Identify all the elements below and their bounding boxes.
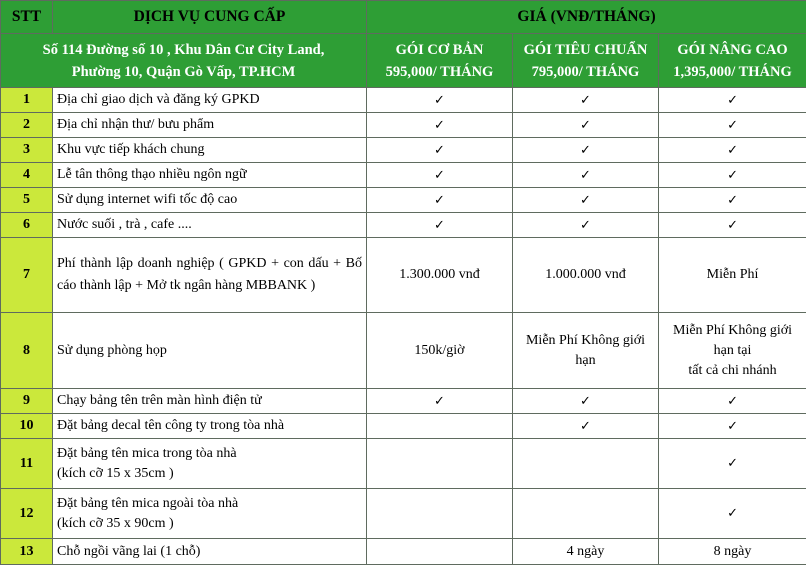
check-icon: ✓	[659, 113, 806, 138]
days-value: 4 ngày	[513, 539, 659, 565]
cell-line: hạn tại	[663, 341, 802, 361]
table-row	[1, 439, 806, 489]
service-name: Lễ tân thông thạo nhiều ngôn ngữ	[53, 163, 367, 188]
service-name	[53, 439, 367, 489]
check-icon: ✓	[513, 88, 659, 113]
check-icon: ✓	[367, 389, 513, 414]
row-number: 13	[1, 539, 53, 565]
empty-cell	[367, 439, 513, 489]
empty-cell	[513, 489, 659, 539]
price-value: 150k/giờ	[367, 313, 513, 389]
table-row	[1, 489, 806, 539]
meeting-room-standard	[513, 313, 659, 389]
plan-advanced-price: 1,395,000/ THÁNG	[663, 61, 802, 83]
row-number: 10	[1, 414, 53, 439]
check-icon: ✓	[513, 163, 659, 188]
cell-line: hạn	[517, 351, 654, 371]
row-number: 5	[1, 188, 53, 213]
price-header: GIÁ (VNĐ/THÁNG)	[367, 1, 806, 34]
empty-cell	[513, 439, 659, 489]
table-row	[1, 163, 806, 188]
plan-basic-name: GÓI CƠ BẢN	[371, 39, 508, 61]
row-number: 9	[1, 389, 53, 414]
row-number: 4	[1, 163, 53, 188]
check-icon: ✓	[513, 389, 659, 414]
service-name	[53, 489, 367, 539]
service-line: (kích cỡ 35 x 90cm )	[57, 514, 362, 534]
price-value: 1.300.000 vnđ	[367, 238, 513, 313]
service-name: Phí thành lập doanh nghiệp ( GPKD + con dấu + Bố cáo thành lập + Mở tk ngân hàng MBBANK )	[53, 238, 367, 313]
empty-cell	[367, 489, 513, 539]
row-number: 2	[1, 113, 53, 138]
days-value: 8 ngày	[659, 539, 806, 565]
check-icon: ✓	[513, 213, 659, 238]
address-line-2: Phường 10, Quận Gò Vấp, TP.HCM	[5, 61, 362, 83]
service-name: Địa chỉ nhận thư/ bưu phẩm	[53, 113, 367, 138]
service-name: Đặt bảng decal tên công ty trong tòa nhà	[53, 414, 367, 439]
table-row	[1, 113, 806, 138]
plan-standard-name: GÓI TIÊU CHUẨN	[517, 39, 654, 61]
table-row	[1, 138, 806, 163]
service-name: Sử dụng phòng họp	[53, 313, 367, 389]
service-header: DỊCH VỤ CUNG CẤP	[53, 1, 367, 34]
table-row	[1, 389, 806, 414]
check-icon: ✓	[659, 439, 806, 489]
check-icon: ✓	[367, 188, 513, 213]
cell-line: Miễn Phí Không giới	[663, 321, 802, 341]
cell-line: Miễn Phí Không giới	[517, 331, 654, 351]
row-number: 11	[1, 439, 53, 489]
check-icon: ✓	[367, 163, 513, 188]
plan-standard	[513, 34, 659, 88]
check-icon: ✓	[367, 88, 513, 113]
check-icon: ✓	[513, 138, 659, 163]
office-address	[1, 34, 367, 88]
table-row	[1, 313, 806, 389]
empty-cell	[367, 414, 513, 439]
price-value: 1.000.000 vnđ	[513, 238, 659, 313]
table-row	[1, 188, 806, 213]
service-name: Nước suối , trà , cafe ....	[53, 213, 367, 238]
check-icon: ✓	[659, 489, 806, 539]
check-icon: ✓	[513, 113, 659, 138]
row-number: 8	[1, 313, 53, 389]
row-number: 1	[1, 88, 53, 113]
plan-basic-price: 595,000/ THÁNG	[371, 61, 508, 83]
service-line: Đặt bảng tên mica trong tòa nhà	[57, 444, 362, 464]
address-line-1: Số 114 Đường số 10 , Khu Dân Cư City Land,	[5, 39, 362, 61]
check-icon: ✓	[513, 188, 659, 213]
check-icon: ✓	[659, 138, 806, 163]
service-name: Khu vực tiếp khách chung	[53, 138, 367, 163]
check-icon: ✓	[367, 213, 513, 238]
table-row	[1, 539, 806, 565]
stt-header: STT	[1, 1, 53, 34]
table-row	[1, 88, 806, 113]
service-line: Đặt bảng tên mica ngoài tòa nhà	[57, 494, 362, 514]
plan-advanced	[659, 34, 806, 88]
check-icon: ✓	[659, 188, 806, 213]
plan-basic	[367, 34, 513, 88]
empty-cell	[367, 539, 513, 565]
check-icon: ✓	[659, 389, 806, 414]
meeting-room-advanced	[659, 313, 806, 389]
check-icon: ✓	[659, 88, 806, 113]
row-number: 7	[1, 238, 53, 313]
service-name: Chỗ ngồi vãng lai (1 chỗ)	[53, 539, 367, 565]
table-row	[1, 213, 806, 238]
check-icon: ✓	[659, 414, 806, 439]
check-icon: ✓	[513, 414, 659, 439]
check-icon: ✓	[659, 163, 806, 188]
check-icon: ✓	[367, 138, 513, 163]
price-value: Miễn Phí	[659, 238, 806, 313]
plan-advanced-name: GÓI NÂNG CAO	[663, 39, 802, 61]
row-number: 12	[1, 489, 53, 539]
row-number: 3	[1, 138, 53, 163]
service-line: (kích cỡ 15 x 35cm )	[57, 464, 362, 484]
service-name: Chạy bảng tên trên màn hình điện tử	[53, 389, 367, 414]
table-row	[1, 414, 806, 439]
check-icon: ✓	[659, 213, 806, 238]
cell-line: tất cả chi nhánh	[663, 361, 802, 381]
check-icon: ✓	[367, 113, 513, 138]
plan-standard-price: 795,000/ THÁNG	[517, 61, 654, 83]
service-name: Sử dụng internet wifi tốc độ cao	[53, 188, 367, 213]
service-name: Địa chỉ giao dịch và đăng ký GPKD	[53, 88, 367, 113]
table-row	[1, 238, 806, 313]
row-number: 6	[1, 213, 53, 238]
